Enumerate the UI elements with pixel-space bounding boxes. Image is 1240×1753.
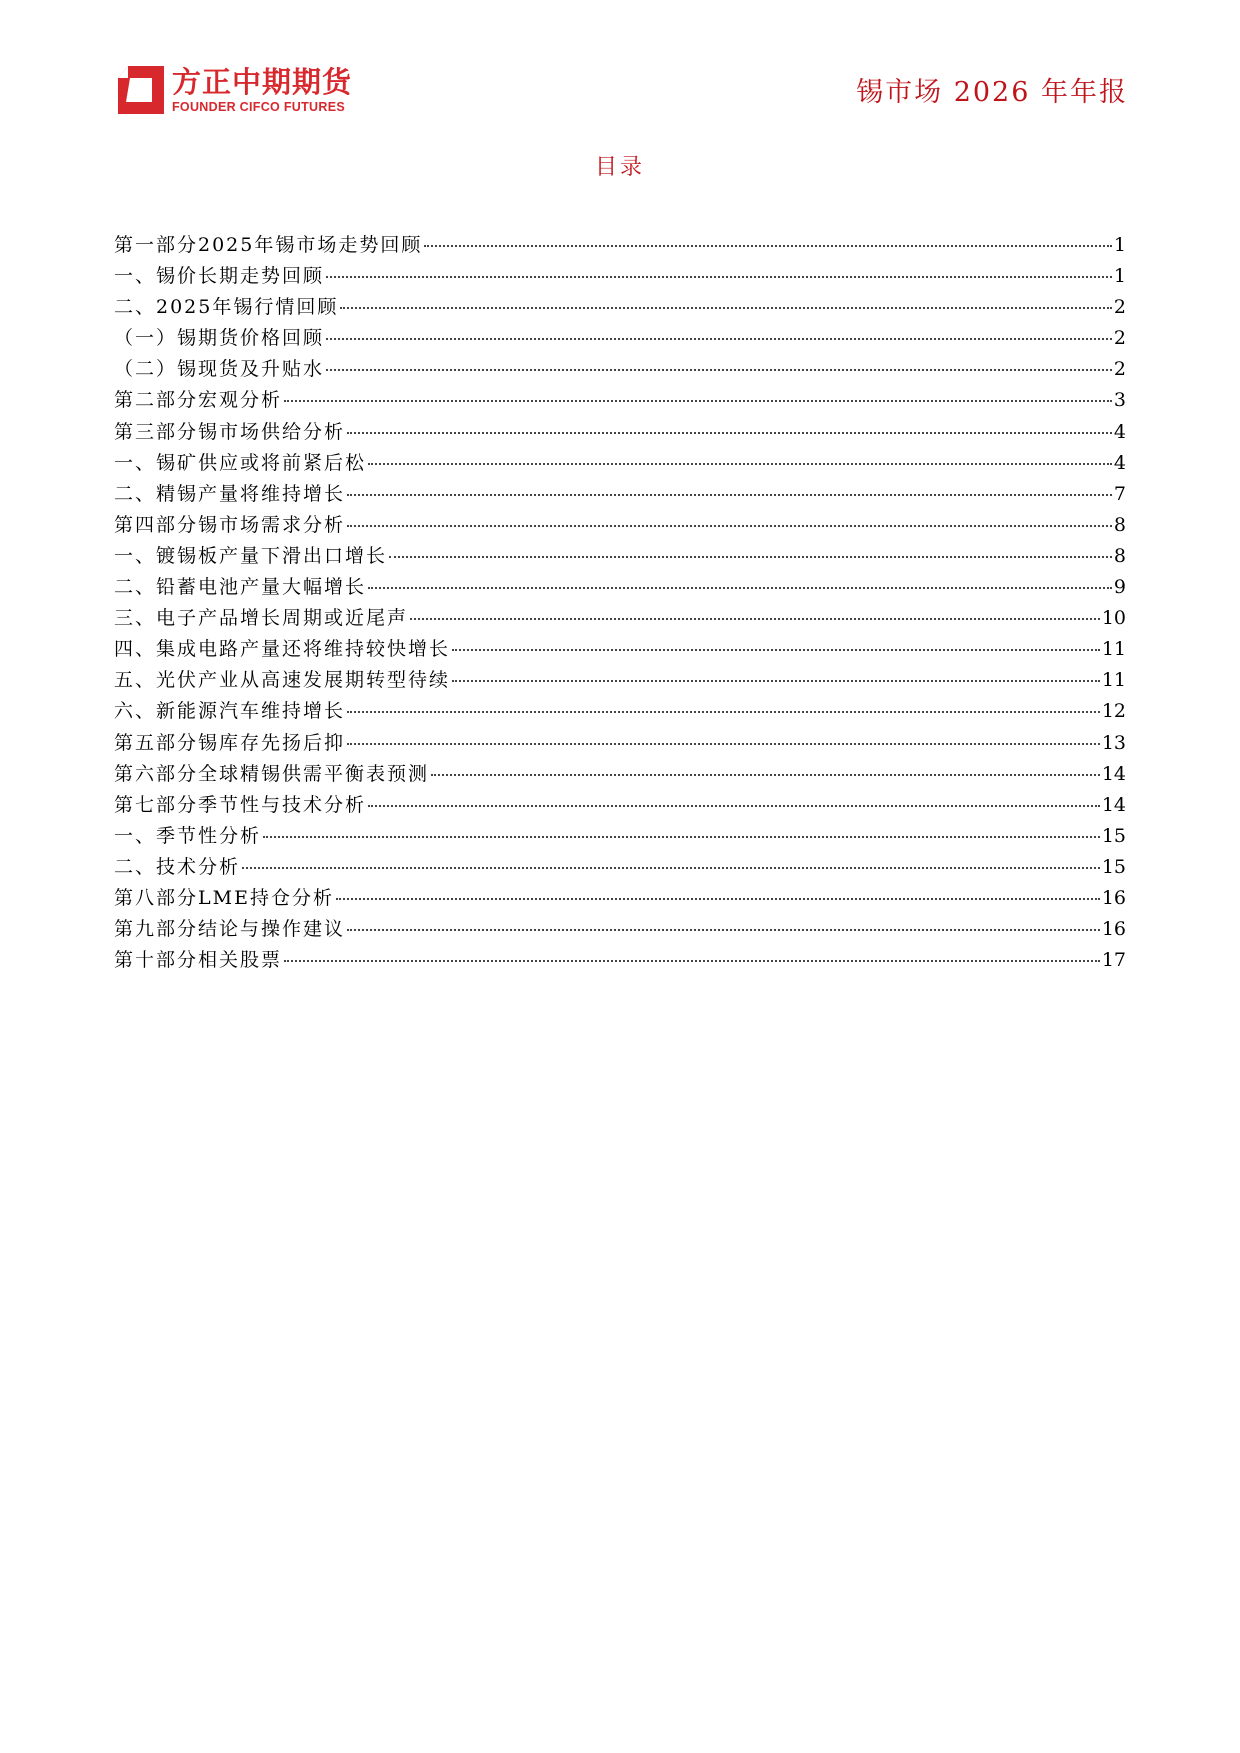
toc-entry[interactable] bbox=[114, 385, 1126, 416]
toc-entry[interactable] bbox=[114, 292, 1126, 323]
toc-leader-dots bbox=[347, 432, 1112, 434]
toc-entry[interactable] bbox=[114, 914, 1126, 945]
toc-entry[interactable] bbox=[114, 790, 1126, 821]
toc-entry-label: 一、锡价长期走势回顾 bbox=[114, 265, 325, 288]
toc-entry[interactable] bbox=[114, 883, 1126, 914]
toc-entry[interactable] bbox=[114, 230, 1126, 261]
toc-entry[interactable] bbox=[114, 852, 1126, 883]
toc-entry-page: 1 bbox=[1113, 265, 1126, 288]
toc-entry-page: 9 bbox=[1113, 576, 1126, 599]
toc-entry-page: 14 bbox=[1101, 762, 1126, 785]
toc-entry-label: 二、铅蓄电池产量大幅增长 bbox=[114, 576, 367, 599]
toc-entry[interactable] bbox=[114, 603, 1126, 634]
toc-entry-page: 8 bbox=[1113, 544, 1126, 567]
toc-entry-label: 五、光伏产业从高速发展期转型待续 bbox=[114, 669, 451, 692]
toc-entry[interactable] bbox=[114, 572, 1126, 603]
toc-leader-dots bbox=[242, 867, 1100, 869]
toc-leader-dots bbox=[284, 400, 1112, 402]
toc-leader-dots bbox=[452, 649, 1100, 651]
toc-entry-label: 三、电子产品增长周期或近尾声 bbox=[114, 607, 409, 630]
toc-entry-page: 15 bbox=[1101, 855, 1126, 878]
toc-entry[interactable] bbox=[114, 665, 1126, 696]
table-of-contents bbox=[114, 230, 1126, 976]
toc-entry-page: 2 bbox=[1113, 296, 1126, 319]
toc-entry-page: 8 bbox=[1113, 513, 1126, 536]
toc-entry[interactable] bbox=[114, 510, 1126, 541]
toc-leader-dots bbox=[347, 929, 1100, 931]
toc-entry-label: 第八部分LME持仓分析 bbox=[114, 886, 334, 909]
toc-entry-label: 六、新能源汽车维持增长 bbox=[114, 700, 346, 723]
toc-leader-dots bbox=[410, 618, 1100, 620]
toc-entry-label: 二、技术分析 bbox=[114, 855, 241, 878]
toc-entry-label: 一、季节性分析 bbox=[114, 824, 262, 847]
logo-en-text: FOUNDER CIFCO FUTURES bbox=[172, 100, 345, 114]
toc-entry-label: 第三部分锡市场供给分析 bbox=[114, 420, 346, 443]
toc-entry-page: 2 bbox=[1113, 327, 1126, 350]
toc-entry-page: 16 bbox=[1101, 918, 1126, 941]
toc-leader-dots bbox=[263, 836, 1100, 838]
toc-entry[interactable] bbox=[114, 261, 1126, 292]
toc-entry-label: 第四部分锡市场需求分析 bbox=[114, 513, 346, 536]
company-logo bbox=[118, 66, 352, 114]
toc-entry[interactable] bbox=[114, 417, 1126, 448]
toc-entry-label: 第二部分宏观分析 bbox=[114, 389, 283, 412]
toc-entry[interactable] bbox=[114, 945, 1126, 976]
toc-entry-page: 11 bbox=[1101, 669, 1126, 692]
toc-entry-label: 第六部分全球精锡供需平衡表预测 bbox=[114, 762, 430, 785]
toc-entry-label: （一）锡期货价格回顾 bbox=[114, 327, 325, 350]
toc-leader-dots bbox=[326, 369, 1112, 371]
toc-entry-label: 一、锡矿供应或将前紧后松 bbox=[114, 451, 367, 474]
toc-leader-dots bbox=[368, 587, 1112, 589]
toc-leader-dots bbox=[452, 680, 1100, 682]
toc-leader-dots bbox=[347, 743, 1100, 745]
toc-entry-page: 11 bbox=[1101, 638, 1126, 661]
toc-entry[interactable] bbox=[114, 354, 1126, 385]
toc-entry[interactable] bbox=[114, 696, 1126, 727]
toc-entry[interactable] bbox=[114, 323, 1126, 354]
toc-leader-dots bbox=[347, 494, 1112, 496]
toc-leader-dots bbox=[431, 774, 1100, 776]
toc-entry-label: 一、镀锡板产量下滑出口增长 bbox=[114, 544, 388, 567]
toc-entry[interactable] bbox=[114, 448, 1126, 479]
toc-entry-page: 3 bbox=[1113, 389, 1126, 412]
toc-entry-label: 第一部分2025年锡市场走势回顾 bbox=[114, 234, 423, 256]
logo-cn-text: 方正中期期货 bbox=[172, 65, 353, 99]
toc-entry-label: 第九部分结论与操作建议 bbox=[114, 918, 346, 941]
toc-entry-page: 1 bbox=[1113, 234, 1126, 256]
toc-entry-page: 4 bbox=[1113, 451, 1126, 474]
logo-mark-icon bbox=[118, 66, 164, 114]
toc-entry[interactable] bbox=[114, 541, 1126, 572]
toc-leader-dots bbox=[368, 805, 1100, 807]
toc-title: 目录 bbox=[594, 155, 645, 180]
toc-entry-page: 16 bbox=[1101, 886, 1126, 909]
toc-leader-dots bbox=[368, 463, 1112, 465]
toc-entry-label: 第五部分锡库存先扬后抑 bbox=[114, 731, 346, 754]
toc-entry-label: 二、2025年锡行情回顾 bbox=[114, 296, 339, 319]
toc-entry-page: 12 bbox=[1101, 700, 1126, 723]
toc-entry-page: 4 bbox=[1113, 420, 1126, 443]
toc-leader-dots bbox=[424, 245, 1112, 247]
report-title: 锡市场 2026 年年报 bbox=[856, 77, 1128, 108]
toc-entry-page: 14 bbox=[1101, 793, 1126, 816]
toc-entry-label: 第七部分季节性与技术分析 bbox=[114, 793, 367, 816]
toc-entry[interactable] bbox=[114, 821, 1126, 852]
toc-entry[interactable] bbox=[114, 728, 1126, 759]
toc-leader-dots bbox=[347, 525, 1112, 527]
toc-entry-page: 2 bbox=[1113, 358, 1126, 381]
toc-entry-page: 13 bbox=[1101, 731, 1126, 754]
toc-entry-label: 第十部分相关股票 bbox=[114, 949, 283, 972]
toc-entry-page: 15 bbox=[1101, 824, 1126, 847]
toc-entry-label: 二、精锡产量将维持增长 bbox=[114, 482, 346, 505]
toc-entry[interactable] bbox=[114, 759, 1126, 790]
toc-entry[interactable] bbox=[114, 634, 1126, 665]
toc-entry-label: （二）锡现货及升贴水 bbox=[114, 358, 325, 381]
toc-leader-dots bbox=[336, 898, 1100, 900]
toc-leader-dots bbox=[326, 338, 1112, 340]
toc-entry-label: 四、集成电路产量还将维持较快增长 bbox=[114, 638, 451, 661]
toc-entry-page: 7 bbox=[1113, 482, 1126, 505]
toc-leader-dots bbox=[284, 960, 1100, 962]
toc-entry-page: 17 bbox=[1101, 949, 1126, 972]
toc-leader-dots bbox=[326, 276, 1112, 278]
toc-entry[interactable] bbox=[114, 479, 1126, 510]
toc-leader-dots bbox=[340, 307, 1112, 309]
toc-entry-page: 10 bbox=[1101, 607, 1126, 630]
toc-leader-dots bbox=[389, 556, 1112, 558]
toc-leader-dots bbox=[347, 711, 1100, 713]
